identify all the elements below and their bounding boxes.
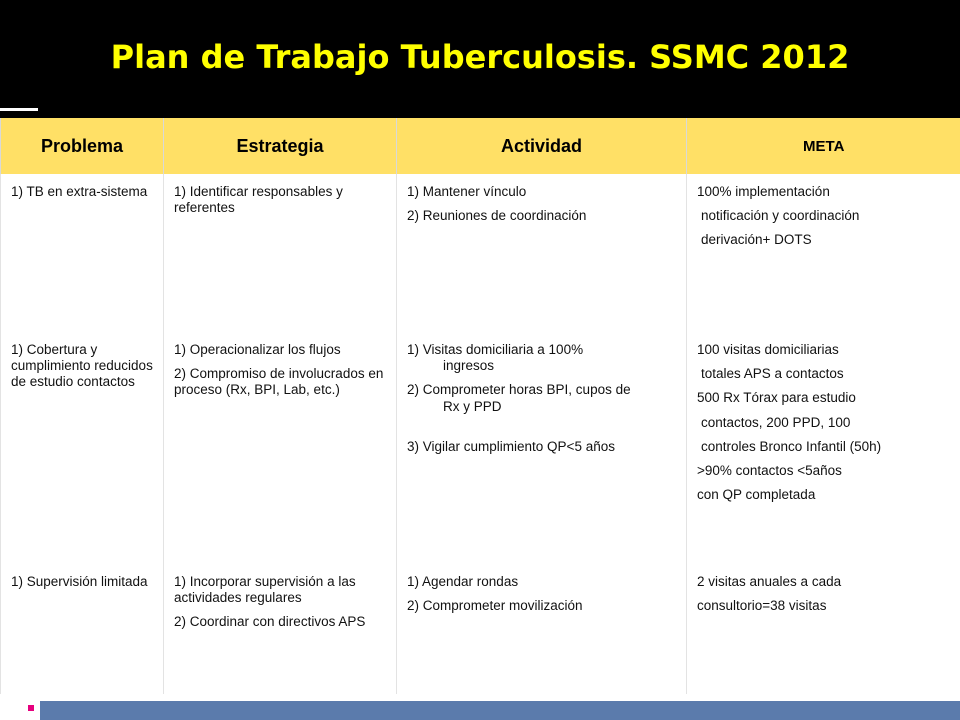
cell-actividad	[397, 332, 687, 564]
cell-text: 3) Vigilar cumplimiento QP<5 años	[407, 438, 615, 454]
cell-text: 1) TB en extra-sistema	[11, 184, 148, 199]
cell-estrategia	[164, 174, 397, 332]
cell-estrategia	[164, 564, 397, 694]
cell-text: 100 visitas domiciliarias	[697, 342, 839, 357]
cell-text: contactos, 200 PPD, 100	[701, 414, 851, 430]
cell-text: 1) Operacionalizar los flujos	[174, 342, 341, 357]
header-estrategia: Estrategia	[164, 118, 397, 174]
cell-text: 1) Mantener vínculo	[407, 184, 527, 199]
footer-bar	[40, 701, 960, 720]
title-divider	[0, 108, 38, 111]
cell-meta	[687, 174, 960, 332]
cell-text: 2 visitas anuales a cada	[697, 574, 842, 589]
cell-text: Rx y PPD	[443, 398, 502, 414]
slide-title: Plan de Trabajo Tuberculosis. SSMC 2012	[110, 38, 850, 76]
cell-text: 2) Comprometer horas BPI, cupos de	[407, 382, 631, 398]
cell-problema	[1, 564, 164, 694]
header-problema: Problema	[1, 118, 164, 174]
cell-text: consultorio=38 visitas	[697, 598, 827, 614]
cell-text: notificación y coordinación	[701, 208, 860, 224]
cell-text: controles Bronco Infantil (50h)	[701, 438, 882, 454]
cell-text: 100% implementación	[697, 184, 830, 199]
cell-actividad	[397, 174, 687, 332]
cell-text: ingresos	[443, 358, 495, 374]
cell-meta	[687, 564, 960, 694]
cell-text: 1) Incorporar supervisión a las actividades regulares	[174, 574, 356, 606]
cell-text: 2) Coordinar con directivos APS	[174, 614, 366, 630]
bullet-marker	[28, 705, 34, 711]
table-header-row	[1, 118, 960, 174]
cell-problema	[1, 332, 164, 564]
cell-text: 2) Comprometer movilización	[407, 598, 583, 614]
cell-estrategia	[164, 332, 397, 564]
cell-text: totales APS a contactos	[701, 366, 844, 382]
table-row	[1, 174, 960, 332]
cell-text: 1) Cobertura y cumplimiento reducidos de estudio contactos	[11, 342, 153, 390]
cell-actividad	[397, 564, 687, 694]
cell-text: 1) Agendar rondas	[407, 574, 519, 589]
table-row	[1, 332, 960, 564]
header-actividad: Actividad	[397, 118, 687, 174]
cell-text: 1) Visitas domiciliaria a 100%	[407, 342, 584, 357]
table-row	[1, 564, 960, 694]
cell-text: derivación+ DOTS	[701, 232, 812, 248]
cell-meta	[687, 332, 960, 564]
cell-text: 1) Supervisión limitada	[11, 574, 148, 589]
cell-text: con QP completada	[697, 487, 816, 503]
plan-table	[0, 118, 960, 694]
cell-text: 500 Rx Tórax para estudio	[697, 390, 856, 406]
cell-text: >90% contactos <5años	[697, 462, 842, 478]
cell-text: 1) Identificar responsables y referentes	[174, 184, 343, 216]
cell-problema	[1, 174, 164, 332]
cell-text: 2) Reuniones de coordinación	[407, 208, 587, 224]
cell-text: 2) Compromiso de involucrados en proceso (Rx, BPI, Lab, etc.)	[174, 366, 384, 398]
header-meta: META	[687, 118, 960, 174]
